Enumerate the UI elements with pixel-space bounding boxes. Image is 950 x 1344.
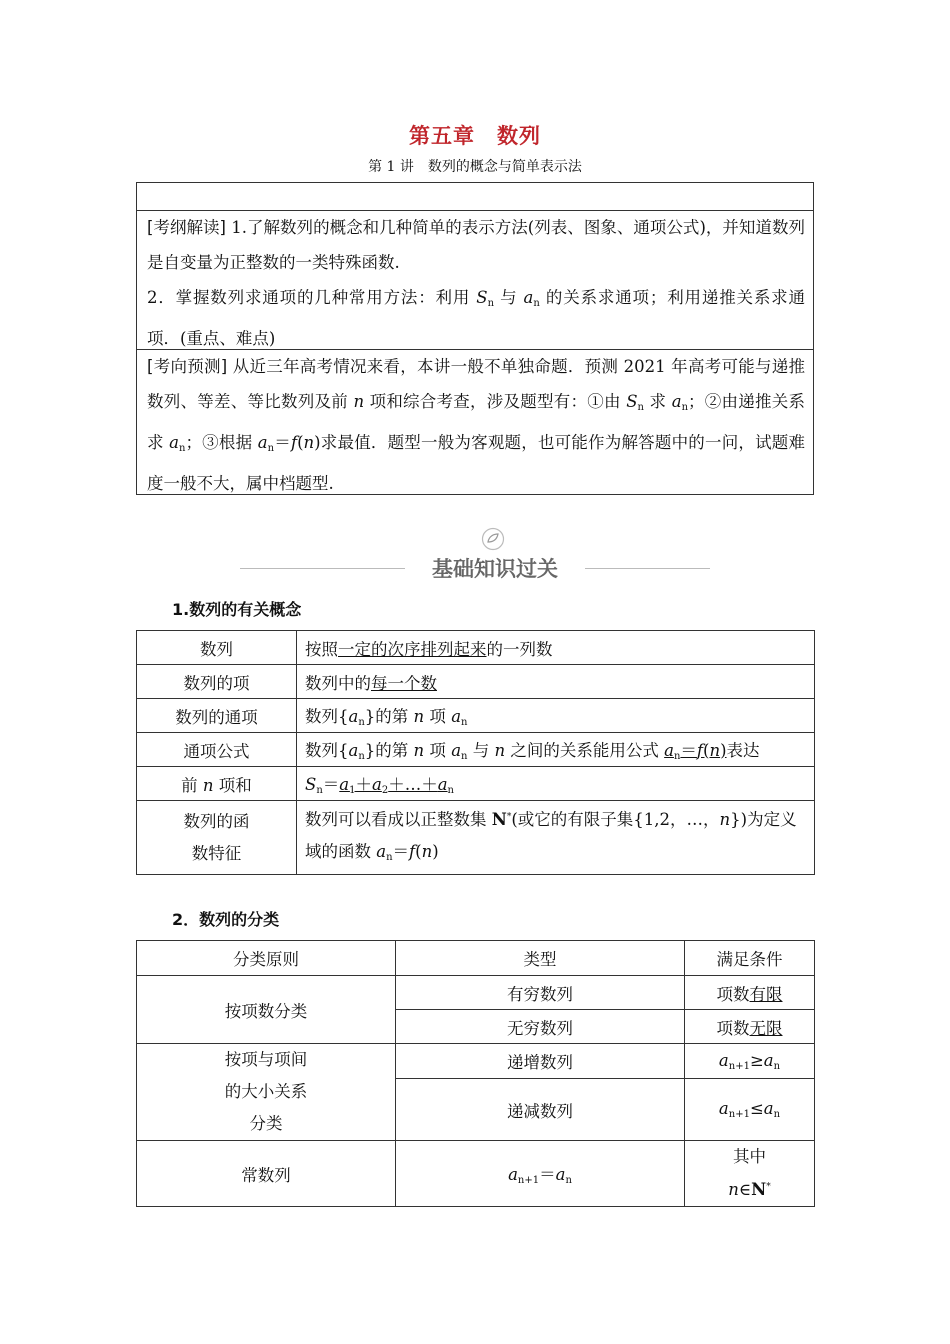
syllabus-text: [考纲解读] 1.了解数列的概念和几种简单的表示方法(列表、图象、通项公式)，并知道数列是自变量为正整数的一类特殊函数. 2．掌握数列求通项的几种常用方法：利用 $S_n$ 与 $a_n$ 的关系求通项；利用递推关系求通项．(重点、难点): [147, 218, 805, 348]
table-row: [137, 801, 815, 875]
definition-cell: 按照一定的次序排列起来的一列数: [297, 631, 815, 665]
definition-cell: 数列$\{a_n\}$的第 n 项 $a_n$ 与 n 之间的关系能用公式 $a_n=f(n)$表达: [297, 733, 815, 767]
definition-cell: $S_n=a_1+a_2+\dots+a_n$: [297, 767, 815, 801]
table-row: [137, 631, 815, 665]
table-row: [137, 767, 815, 801]
section-banner: 基础知识过关: [405, 553, 585, 583]
table-row: [137, 699, 815, 733]
header-cell: 满足条件: [685, 941, 815, 976]
type-cell: $a_{n+1}=a_n$: [396, 1141, 685, 1207]
term-cell: 数列的通项: [137, 699, 297, 733]
type-cell: 递增数列: [396, 1044, 685, 1079]
forecast-text: [考向预测] 从近三年高考情况来看，本讲一般不单独命题．预测 2021 年高考可能与递推数列、等差、等比数列及前 n 项和综合考查，涉及题型有：①由 $S_n$ 求 $a_n$；②由递推关系求 $a_n$；③根据 $a_n=f(n)$求最值．题型一般为客观题，也可能作为解答题中的一问，试题难度一般不大，属中档题型.: [147, 357, 806, 493]
concept-table: [136, 630, 815, 875]
principle-cell: 按项数分类: [137, 976, 396, 1044]
table-header-row: [137, 941, 815, 976]
syllabus-tag: [考纲解读]: [147, 218, 226, 237]
forecast-tag: [考向预测]: [147, 357, 228, 376]
header-cell: 类型: [396, 941, 685, 976]
term-cell: 数列的函 数特征: [137, 801, 297, 875]
term-cell: 数列的项: [137, 665, 297, 699]
condition-cell: $a_{n+1}\ge a_n$: [685, 1044, 815, 1079]
term-cell: 数列: [137, 631, 297, 665]
type-cell: 有穷数列: [396, 976, 685, 1010]
definition-cell: 数列可以看成以正整数集 N*(或它的有限子集{1,2，…，n})为定义域的函数 $a_n=f(n)$: [297, 801, 815, 875]
term-cell: 通项公式: [137, 733, 297, 767]
section1-title: 1.数列的有关概念: [172, 600, 302, 619]
classification-table: [136, 940, 815, 1207]
table-row: [137, 976, 815, 1010]
lecture-title: 第 1 讲 数列的概念与简单表示法: [368, 159, 582, 175]
leaf-emblem-icon: [481, 527, 505, 551]
principle-cell: 按项与项间 的大小关系 分类: [137, 1044, 396, 1141]
term-cell: 前 n 项和: [137, 767, 297, 801]
condition-cell: 项数无限: [685, 1010, 815, 1044]
definition-cell: 数列中的每一个数: [297, 665, 815, 699]
condition-cell: $a_{n+1}\le a_n$: [685, 1079, 815, 1141]
definition-cell: 数列$\{a_n\}$的第 n 项 $a_n$: [297, 699, 815, 733]
header-cell: 分类原则: [137, 941, 396, 976]
type-cell: 递减数列: [396, 1079, 685, 1141]
type-cell: 无穷数列: [396, 1010, 685, 1044]
table-row: [137, 1141, 815, 1207]
condition-cell: 其中 n∈N*: [685, 1141, 815, 1207]
table-row: [137, 733, 815, 767]
table-row: [137, 1044, 815, 1079]
principle-cell: 常数列: [137, 1141, 396, 1207]
table-row: [137, 665, 815, 699]
section2-title: 2．数列的分类: [172, 910, 280, 929]
chapter-title: 第五章 数列: [409, 124, 541, 148]
exam-outline-box: [136, 182, 814, 495]
condition-cell: 项数有限: [685, 976, 815, 1010]
